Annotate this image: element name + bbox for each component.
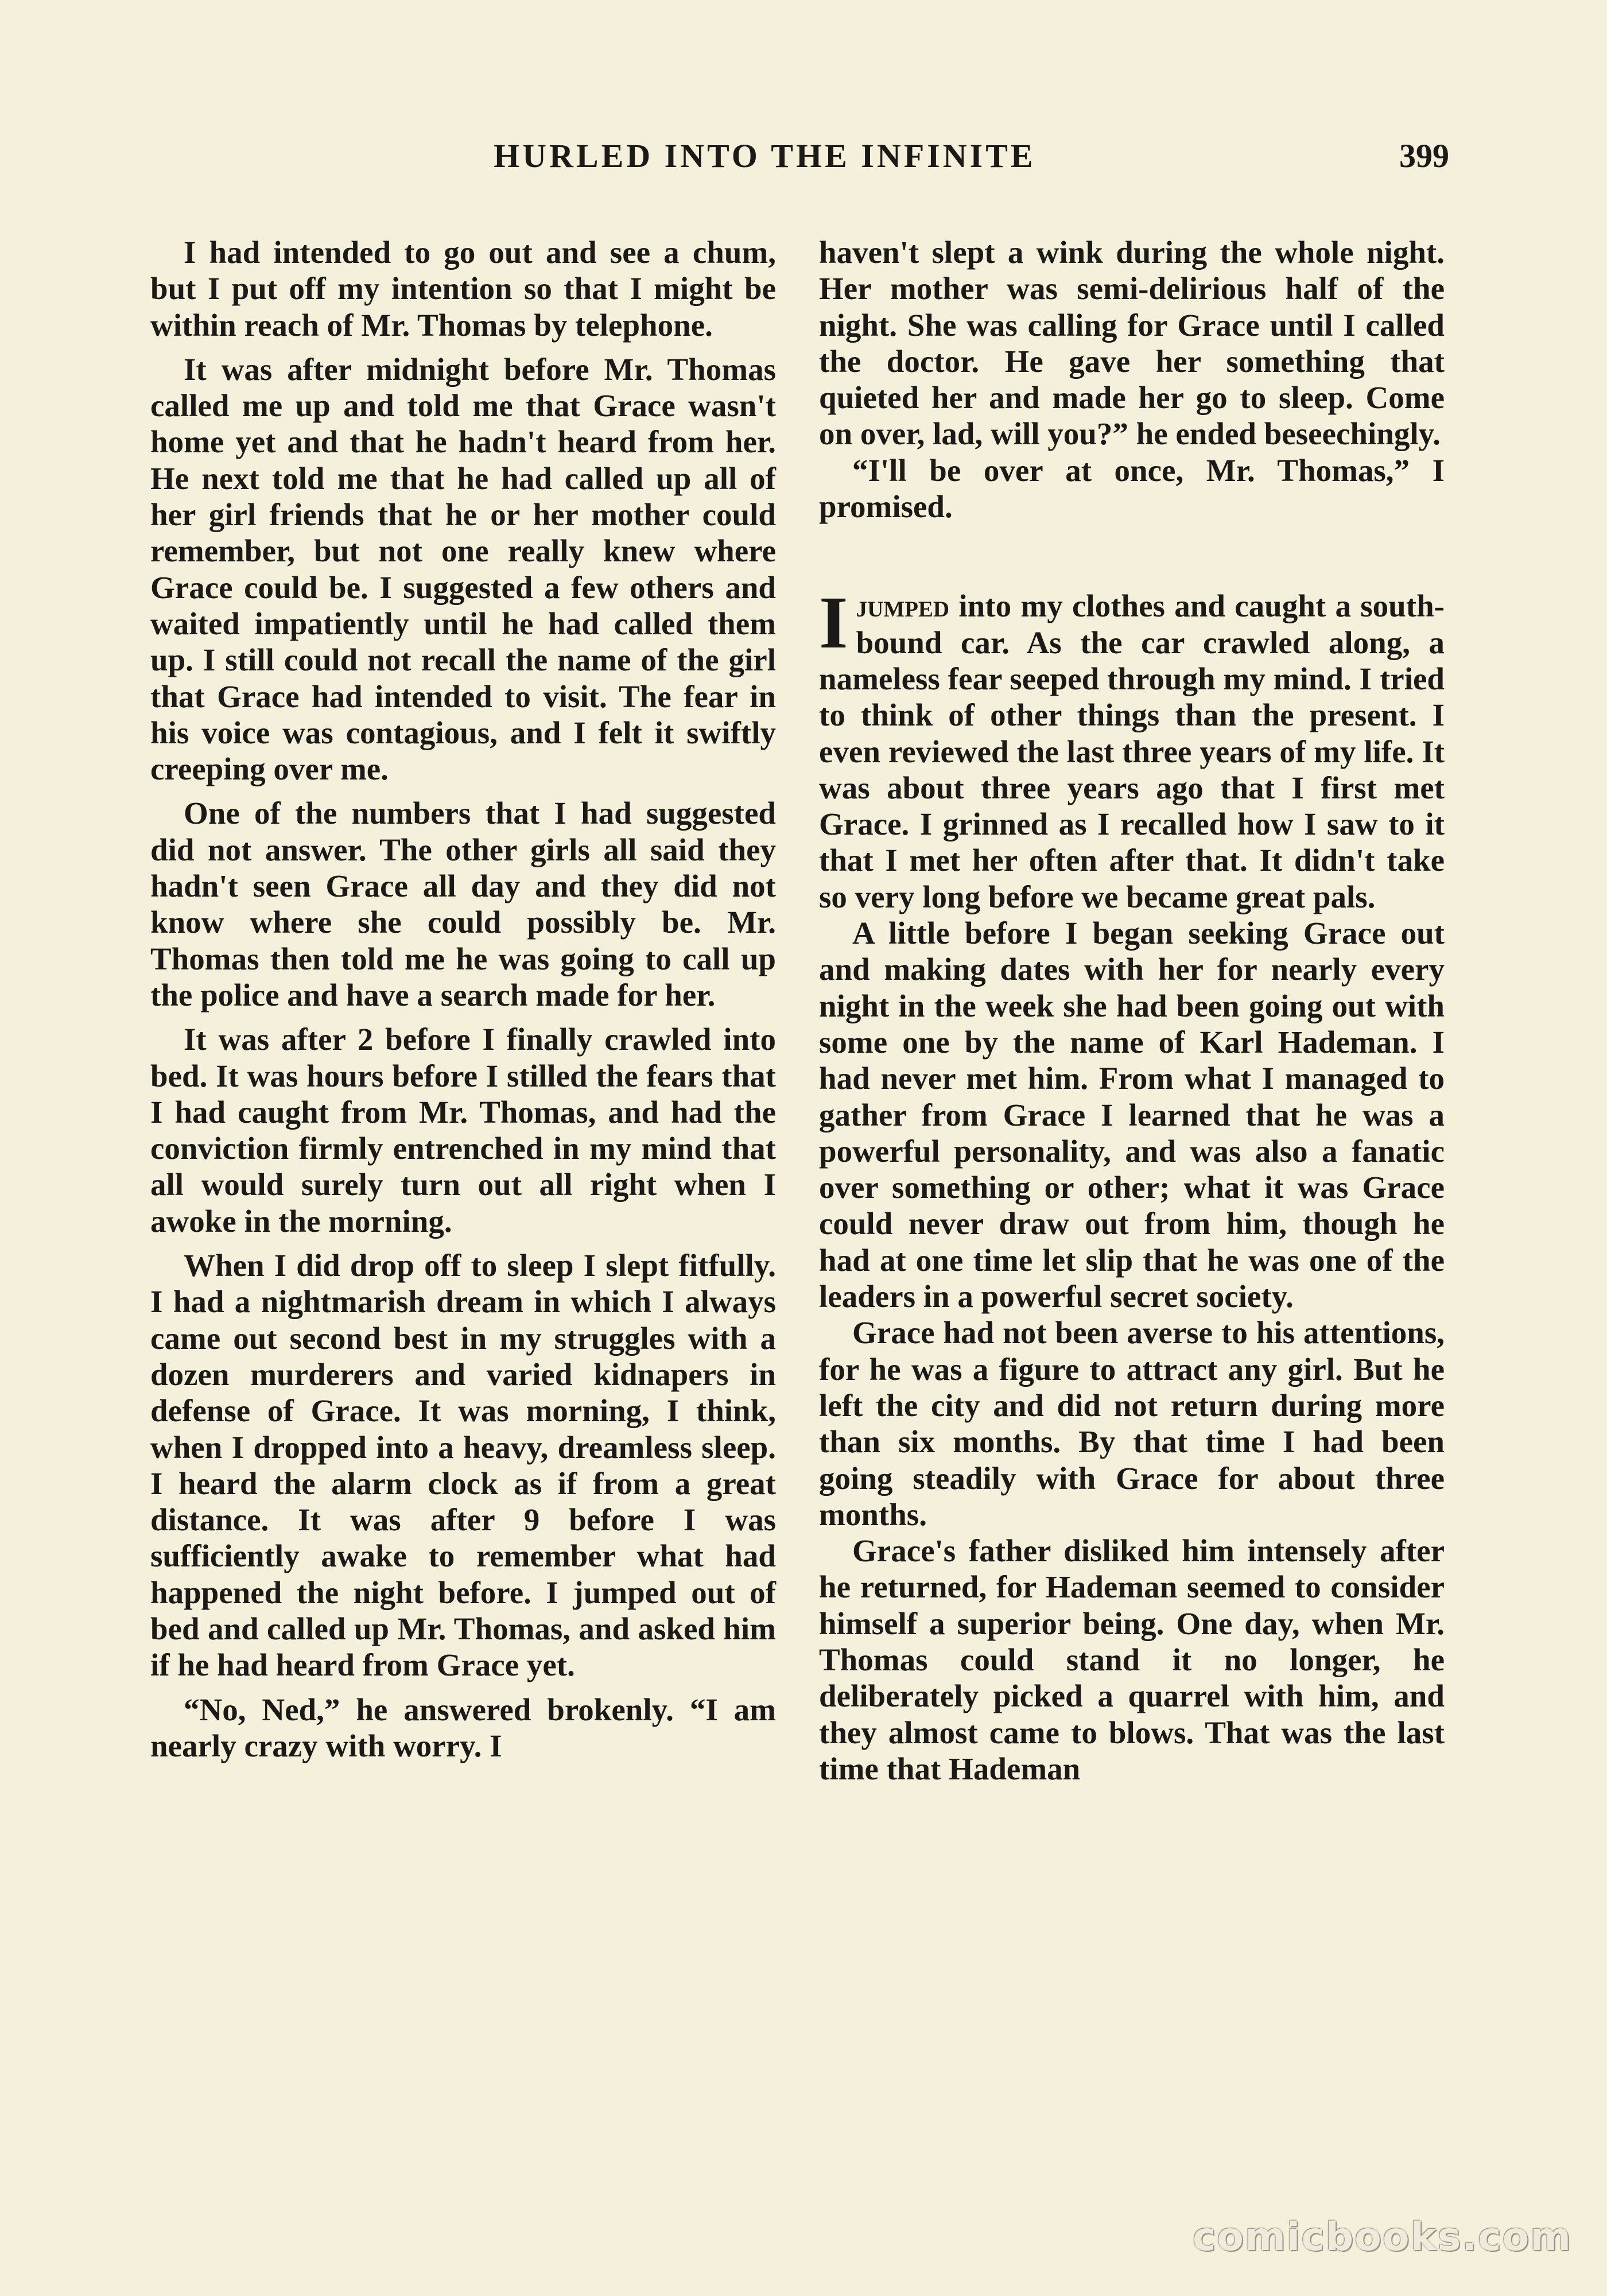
paragraph: “I'll be over at once, Mr. Thomas,” I promised. (819, 452, 1445, 525)
watermark: comicbooks.com (1193, 2214, 1573, 2260)
paragraph-continuation: haven't slept a wink during the whole night. Her mother was semi-delirious half of the night. She was calling for Grace until I called the doctor. He gave her something that quieted her and made her go to sleep. Come on over, lad, will you?” he ended beseechingly. (819, 235, 1445, 452)
paragraph: It was after midnight before Mr. Thomas called me up and told me that Grace wasn't home yet and that he hadn't heard from her. He next told me that he had called up all of her girl friends that he or her mother could remember, but not one really knew where Grace could be. I suggested a few others and waited impatiently until he had called them up. I still could not recall the name of the girl that Grace had intended to visit. The fear in his voice was contagious, and I felt it swiftly creeping over me. (150, 351, 776, 787)
paragraph: When I did drop off to sleep I slept fitfully. I had a nightmarish dream in which I always came out second best in my struggles with a dozen murderers and varied kidnapers in defense of Grace. It was morning, I think, when I dropped into a heavy, dreamless sleep. I heard the alarm clock as if from a great distance. It was after 9 before I was sufficiently awake to remember what had happened the night before. I jumped out of bed and called up Mr. Thomas, and asked him if he had heard from Grace yet. (150, 1248, 776, 1683)
running-title: HURLED INTO THE INFINITE (494, 137, 1036, 174)
page-number: 399 (1399, 137, 1449, 174)
drop-cap: I (819, 581, 848, 665)
paragraph: One of the numbers that I had suggested did not answer. The other girls all said they hadn't seen Grace all day and they did not know where she could possibly be. Mr. Thomas then told me he was going to call up the police and have a search made for her. (150, 796, 776, 1013)
right-column (819, 234, 1445, 1787)
paragraph: I had intended to go out and see a chum, but I put off my intention so that I might be within reach of Mr. Thomas by telephone. (150, 235, 776, 343)
section-text: into my clothes and caught a south-bound car. As the car crawled along, a nameless fear seeped through my mind. I tried to think of other things than the present. I even reviewed the last three years of my life. It was about three years ago that I first met Grace. I grinned as I recalled how I saw to it that I met her often after that. It didn't take so very long before we became great pals. (819, 588, 1445, 914)
running-head (0, 137, 1607, 188)
small-caps-lead: jumped (856, 588, 950, 624)
section-opening-paragraph (819, 581, 1445, 915)
paragraph: A little before I began seeking Grace out and making dates with her for nearly every night in the week she had been going out with some one by the name of Karl Hademan. I had never met him. From what I managed to gather from Grace I learned that he was a powerful personality, and was also a fanatic over something or other; what it was Grace could never draw out from him, though he had at one time let slip that he was one of the leaders in a powerful secret society. (819, 916, 1445, 1314)
left-column (150, 234, 776, 1764)
paragraph: Grace's father disliked him intensely after he returned, for Hademan seemed to consider himself a superior being. One day, when Mr. Thomas could stand it no longer, he deliberately picked a quarrel with him, and they almost came to blows. That was the last time that Hademan (819, 1533, 1445, 1786)
paragraph: Grace had not been averse to his attentions, for he was a figure to attract any girl. But he left the city and did not return during more than six months. By that time I had been going steadily with Grace for about three months. (819, 1315, 1445, 1532)
paragraph: It was after 2 before I finally crawled into bed. It was hours before I stilled the fears that I had caught from Mr. Thomas, and had the conviction firmly entrenched in my mind that all would surely turn out all right when I awoke in the morning. (150, 1022, 776, 1239)
paragraph: “No, Ned,” he answered brokenly. “I am nearly crazy with worry. I (150, 1692, 776, 1763)
